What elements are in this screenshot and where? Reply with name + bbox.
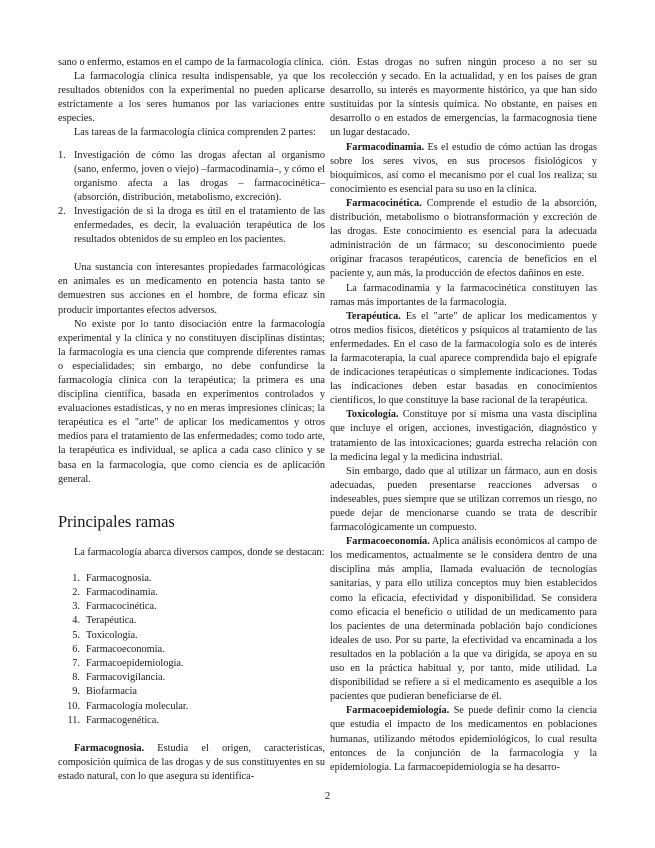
term: Toxicología. bbox=[346, 409, 399, 421]
right-column bbox=[330, 56, 597, 775]
branches-list bbox=[58, 572, 325, 728]
list-item: 4. Terapéutica. bbox=[72, 615, 137, 627]
paragraph: Farmacodinamia. Es el estudio de cómo actúan las drogas sobre los seres vivos, en sus procesos fisiológicos y bioquímicos, así como el mecanismo por el cual los realiza; su conocimiento es esencial para su uso en la clínica. bbox=[330, 141, 597, 195]
list-item: 1. Farmacognosia. bbox=[72, 572, 152, 584]
paragraph: No existe por lo tanto disociación entre la farmacología experimental y la clínica y no constituyen disciplinas distintas; la farmacología es una ciencia que comprende diferentes ramas o especialidades; sin embargo, no debe confundirse la farmacología clínica con la terapéutica; la primera es una disciplina científica, basada en experimentos controlados y evaluaciones estadísticas, y no en meras impresiones clínicas; la terapéutica es el "arte" de aplicar los medicamentos y otros medios para el tratamiento de las enfermedades; como todo arte, la terapéutica es individual, se aplica a cada caso clínico y se basa en la farmacología, que como ciencia es de aplicación general. bbox=[58, 318, 325, 485]
paragraph: La farmacodinamia y la farmacocinética constituyen las ramas más importantes de la farmacología. bbox=[330, 282, 597, 308]
tasks-list bbox=[58, 149, 325, 248]
paragraph: Una sustancia con interesantes propiedades farmacológicas en animales es un medicamento en potencia hasta tanto se demuestren sus acciones en el hombre, de forma eficaz sin producir importantes efectos adversos. bbox=[58, 262, 325, 316]
term: Farmacognosia. bbox=[74, 743, 145, 755]
list-item: 7. Farmacoepidemiología. bbox=[72, 658, 184, 670]
list-item: 10. Farmacología molecular. bbox=[67, 700, 189, 712]
term: Farmacocinética. bbox=[346, 197, 422, 209]
list-item: 2. Farmacodinamia. bbox=[72, 587, 158, 599]
paragraph: Farmacocinética. Comprende el estudio de la absorción, distribución, metabolismo o biotransformación y excreción de las drogas. Este conocimiento es esencial para la adecuada administración de un fármaco; su desconocimiento puede originar fracasos terapéuticos, carencia de beneficios en el paciente y, aun más, la producción de efectos dañinos en este. bbox=[330, 197, 597, 280]
list-item: 6. Farmacoeconomía. bbox=[72, 643, 165, 655]
list-item: 2. Investigación de si la droga es útil en el tratamiento de las enfermedades, es decir, la evaluación terapéutica de los resultados obtenidos de su empleo en los pacientes. bbox=[58, 205, 325, 246]
section-heading: Principales ramas bbox=[58, 511, 175, 531]
paragraph: Sin embargo, dado que al utilizar un fármaco, aun en dosis adecuadas, pueden presentarse reacciones adversas o indeseables, pues siempre que se utilizan corremos un riesgo, no puede dejar de mencionarse cuando se trata de describir farmacológicamente un compuesto. bbox=[330, 465, 597, 534]
list-item: 8. Farmacovigilancia. bbox=[72, 672, 166, 684]
paragraph: Farmacognosia. Estudia el origen, características, composición química de las drogas y de sus constituyentes en su estado natural, con lo que asegura su identifica- bbox=[58, 743, 325, 783]
term: Farmacodinamia. bbox=[346, 141, 425, 153]
paragraph: Farmacoeconomía. Aplica análisis económicos al campo de los medicamentos, actualmente se le considera dentro de una disciplina más amplia, llamada evaluación de tecnologías sanitarias, y para ello utiliza conceptos muy bien establecidos como la eficacia, efectividad y disponibilidad. Se considera como eficacia el beneficio o utilidad de un medicamento para los pacientes de una determinada población bajo condiciones ideales de uso. Por su parte, la efectividad va encaminada a los resultados en la población a la que va dirigida, se apoya en su uso en la práctica habitual y, por tanto, mide utilidad. La disponibilidad se refiere a si el medicamento es asequible a los pacientes que pudieran beneficiarse de él. bbox=[330, 536, 597, 703]
list-item: 9. Biofarmacia bbox=[72, 686, 137, 698]
left-column bbox=[58, 56, 325, 784]
paragraph: Farmacoepidemiología. Se puede definir como la ciencia que estudia el impacto de los medicamentos en poblaciones humanas, utilizando métodos epidemiológicos, lo cual resulta entonces de la conjunción de la farmacología y la epidemiología. La farmacoepidemiología se ha desarro- bbox=[330, 705, 597, 773]
list-item: 5. Toxicología. bbox=[72, 629, 138, 641]
term: Terapéutica. bbox=[346, 310, 401, 322]
paragraph: La farmacología clínica resulta indispensable, ya que los resultados obtenidos con la experimental no pueden aplicarse estrictamente a los seres humanos por las variaciones entre especies. bbox=[58, 71, 325, 125]
list-item: 11. Farmacogenética. bbox=[67, 714, 159, 726]
paragraph: Las tareas de la farmacología clínica comprenden 2 partes: bbox=[74, 127, 316, 139]
paragraph: ción. Estas drogas no sufren ningún proceso a no ser su recolección y secado. En la actualidad, y en los países de gran desarrollo, su interés es mayormente histórico, ya que han sido sustituidas por la síntesis química. No obstante, en países en desarrollo o en estados de emergencias, la farmacognosia tiene un lugar destacado. bbox=[330, 57, 597, 139]
paragraph: Toxicología. Constituye por sí misma una vasta disciplina que incluye el origen, acciones, investigación, diagnóstico y tratamiento de las intoxicaciones; guarda estrecha relación con la medicina legal y la medicina industrial. bbox=[330, 409, 597, 463]
list-item: 1. Investigación de cómo las drogas afectan al organismo (sano, enfermo, joven o viejo) –farmacodinamia–, y cómo el organismo afecta a las drogas – farmacocinética– (absorción, distribución, metabolismo, excreción). bbox=[58, 149, 325, 203]
page-number: 2 bbox=[324, 790, 331, 802]
term: Farmacoeconomía. bbox=[346, 536, 430, 548]
paragraph: La farmacología abarca diversos campos, donde se destacan: bbox=[74, 546, 325, 558]
list-item: 3. Farmacocinética. bbox=[72, 601, 157, 613]
paragraph: sano o enfermo, estamos en el campo de la farmacología clínica. bbox=[58, 57, 324, 68]
term: Farmacoepidemiología. bbox=[346, 705, 450, 717]
paragraph: Terapéutica. Es el "arte" de aplicar los medicamentos y otros medios físicos, dietéticos y psíquicos al tratamiento de las enfermedades. En el caso de la farmacología solo es de interés la farmacoterapia, la cual aparece comprendida bajo el epígrafe de indicaciones terapéuticas o simplemente indicaciones. Todas las indicaciones deben estar basadas en conocimientos científicos, lo que constituye la base racional de la terapéutica. bbox=[330, 310, 597, 407]
